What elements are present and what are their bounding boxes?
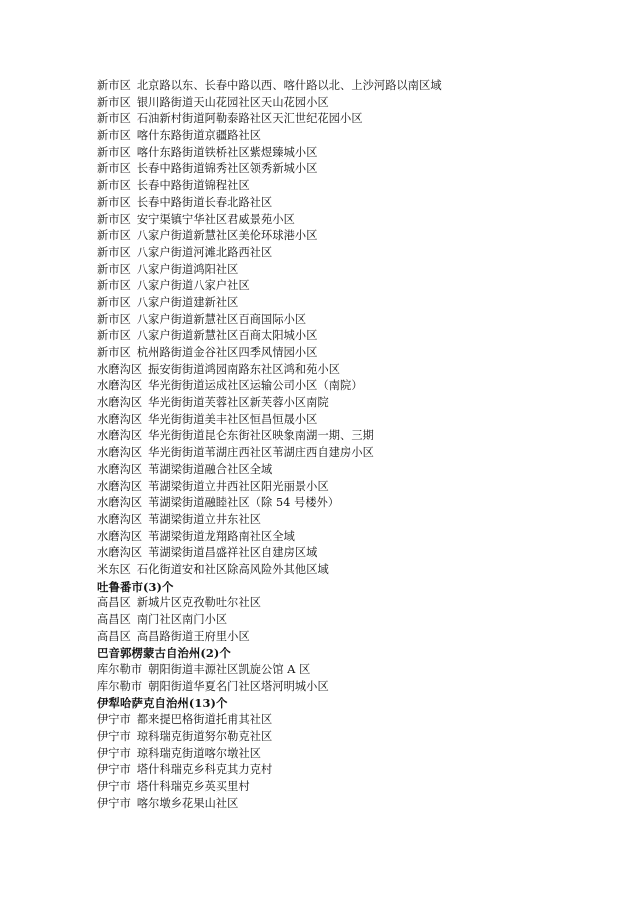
district-name: 米东区	[97, 562, 131, 576]
area-name: 八家户街道新慧社区百商国际小区	[136, 312, 307, 326]
area-name: 苇湖梁街道昌盛祥社区自建房区域	[148, 546, 318, 560]
district-name: 新市区	[97, 329, 131, 343]
district-name: 高昌区	[97, 629, 131, 643]
area-name: 琼科瑞克街道努尔勒克社区	[136, 729, 273, 743]
list-item	[97, 378, 567, 395]
area-name: 都来提巴格街道托甫其社区	[136, 713, 273, 727]
area-name: 朝阳街道丰源社区凯旋公馆 A 区	[148, 663, 311, 677]
area-name: 喀什东路街道铁桥社区紫煜臻城小区	[136, 145, 318, 159]
area-name: 八家户街道八家户社区	[136, 279, 250, 293]
area-name: 长春中路街道锦秀社区领秀新城小区	[136, 162, 318, 176]
area-name: 华光街街道运成社区运输公司小区（南院）	[148, 379, 363, 393]
list-item	[97, 245, 567, 262]
district-name: 新市区	[97, 295, 131, 309]
area-name: 石化街道安和社区除高风险外其他区域	[136, 562, 329, 576]
list-item	[97, 562, 567, 579]
area-name: 石油新村街道阿勒泰路社区天汇世纪花园小区	[136, 112, 363, 126]
district-name: 新市区	[97, 179, 131, 193]
list-item	[97, 128, 567, 145]
list-item	[97, 395, 567, 412]
list-item	[97, 495, 567, 512]
area-name: 苇湖梁街道龙翔路南社区全域	[148, 529, 295, 543]
district-name: 伊宁市	[97, 729, 131, 743]
list-item	[97, 545, 567, 562]
district-name: 新市区	[97, 212, 131, 226]
district-name: 伊宁市	[97, 713, 131, 727]
list-item	[97, 762, 567, 779]
district-name: 新市区	[97, 346, 131, 359]
list-item	[97, 295, 567, 312]
district-name: 水磨沟区	[97, 529, 143, 543]
list-item	[97, 312, 567, 329]
district-name: 伊宁市	[97, 779, 131, 793]
district-name: 新市区	[97, 129, 131, 143]
district-name: 水磨沟区	[97, 496, 143, 510]
district-name: 高昌区	[97, 596, 131, 610]
list-item	[97, 512, 567, 529]
list-item	[97, 345, 567, 362]
list-item	[97, 595, 567, 612]
district-name: 新市区	[97, 79, 131, 92]
area-name: 长春中路街道长春北路社区	[136, 195, 273, 209]
area-name: 苇湖梁街道立井西社区阳光丽景小区	[148, 479, 329, 493]
list-item	[97, 679, 567, 696]
area-name: 朝阳街道华夏名门社区塔河明城小区	[148, 679, 329, 693]
list-item	[97, 796, 567, 813]
area-name: 安宁渠镇宁华社区君威景苑小区	[136, 212, 295, 226]
section-heading: 吐鲁番市(3)个	[97, 579, 174, 594]
list-item	[97, 362, 567, 379]
list-item	[97, 78, 567, 95]
district-name: 水磨沟区	[97, 412, 143, 426]
list-item	[97, 712, 567, 729]
area-name: 华光街街道美丰社区恒昌恒晟小区	[148, 412, 318, 426]
list-item	[97, 145, 567, 162]
area-name: 苇湖梁街道立井东社区	[148, 512, 262, 526]
district-name: 伊宁市	[97, 796, 131, 810]
list-item	[97, 161, 567, 178]
list-item	[97, 111, 567, 128]
area-name: 南门社区南门小区	[136, 613, 228, 626]
district-name: 新市区	[97, 95, 131, 109]
list-item	[97, 178, 567, 195]
district-name: 新市区	[97, 162, 131, 176]
list-item	[97, 328, 567, 345]
section-heading: 伊犁哈萨克自治州(13)个	[97, 696, 228, 711]
area-name: 长春中路街道锦程社区	[136, 179, 250, 193]
list-item	[97, 629, 567, 646]
area-name: 北京路以东、长春中路以西、喀什路以北、上沙河路以南区域	[136, 79, 442, 92]
district-name: 水磨沟区	[97, 546, 143, 560]
district-name: 水磨沟区	[97, 479, 143, 493]
area-name: 八家户街道新慧社区美伦环球港小区	[136, 229, 318, 243]
list-item	[97, 212, 567, 229]
district-name: 伊宁市	[97, 746, 131, 760]
district-name: 新市区	[97, 112, 131, 126]
district-name: 水磨沟区	[97, 362, 143, 376]
area-name: 华光街街道昆仑东街社区映象南湖一期、三期	[148, 429, 374, 443]
list-item	[97, 445, 567, 462]
area-name: 华光街街道芙蓉社区新芙蓉小区南院	[148, 396, 329, 410]
district-name: 新市区	[97, 229, 131, 243]
area-name: 银川路街道天山花园社区天山花园小区	[136, 95, 329, 109]
list-item	[97, 428, 567, 445]
district-name: 水磨沟区	[97, 462, 143, 476]
area-name: 八家户街道鸿阳社区	[136, 262, 239, 276]
area-name: 杭州路街道金谷社区四季风情园小区	[136, 346, 318, 359]
list-item	[97, 612, 567, 629]
list-item	[97, 195, 567, 212]
list-item	[97, 228, 567, 245]
district-name: 库尔勒市	[97, 663, 143, 677]
list-item	[97, 479, 567, 496]
district-name: 水磨沟区	[97, 396, 143, 410]
list-item	[97, 729, 567, 746]
list-item	[97, 412, 567, 429]
area-name: 八家户街道建新社区	[136, 295, 239, 309]
district-name: 新市区	[97, 245, 131, 259]
list-item	[97, 529, 567, 546]
area-name: 塔什科瑞克乡科克其力克村	[136, 763, 273, 777]
list-item	[97, 95, 567, 112]
district-name: 新市区	[97, 145, 131, 159]
district-name: 水磨沟区	[97, 512, 143, 526]
area-list	[97, 78, 567, 812]
district-name: 新市区	[97, 262, 131, 276]
list-item	[97, 779, 567, 796]
district-name: 水磨沟区	[97, 379, 143, 393]
area-name: 高昌路街道王府里小区	[136, 629, 250, 643]
area-name: 苇湖梁街道融睦社区（除 54 号楼外）	[148, 496, 340, 510]
district-name: 高昌区	[97, 613, 131, 626]
area-name: 喀什东路街道京疆路社区	[136, 129, 262, 143]
area-name: 琼科瑞克街道喀尔墩社区	[136, 746, 262, 760]
list-item	[97, 262, 567, 279]
district-name: 库尔勒市	[97, 679, 143, 693]
list-item	[97, 662, 567, 679]
district-name: 新市区	[97, 279, 131, 293]
list-item	[97, 746, 567, 763]
section-heading: 巴音郭楞蒙古自治州(2)个	[97, 646, 231, 661]
district-name: 水磨沟区	[97, 446, 143, 460]
area-name: 塔什科瑞克乡英买里村	[136, 779, 250, 793]
district-name: 新市区	[97, 312, 131, 326]
district-name: 水磨沟区	[97, 429, 143, 443]
area-name: 八家户街道河滩北路西社区	[136, 245, 273, 259]
list-item	[97, 278, 567, 295]
area-name: 喀尔墩乡花果山社区	[136, 796, 239, 810]
list-item	[97, 462, 567, 479]
area-name: 振安街街道鸿园南路东社区鸿和苑小区	[148, 362, 341, 376]
district-name: 伊宁市	[97, 763, 131, 777]
area-name: 新城片区克孜勒吐尔社区	[136, 596, 262, 610]
district-name: 新市区	[97, 195, 131, 209]
area-name: 八家户街道新慧社区百商太阳城小区	[136, 329, 318, 343]
area-name: 苇湖梁街道融合社区全域	[148, 462, 273, 476]
area-name: 华光街街道苇湖庄西社区苇湖庄西自建房小区	[148, 446, 374, 460]
